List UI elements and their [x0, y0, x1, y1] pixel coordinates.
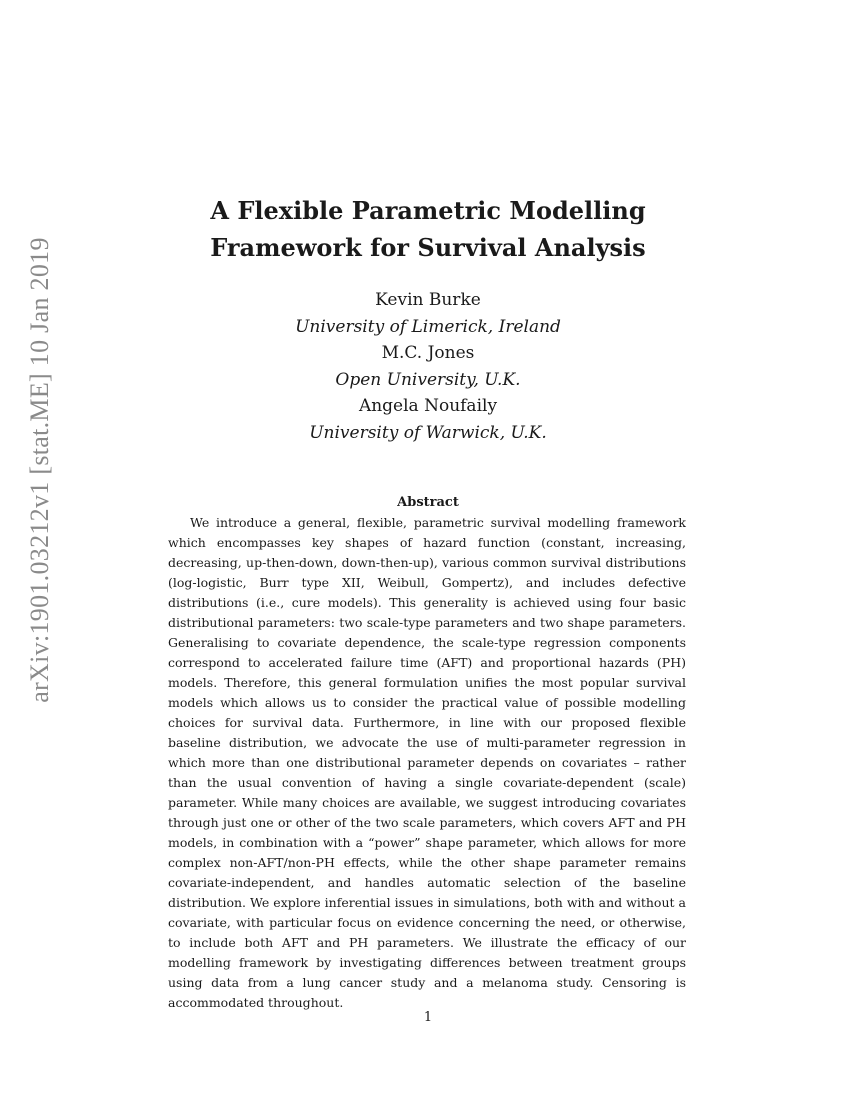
paper-title: [130, 192, 726, 266]
author-affiliation: University of Warwick, U.K.: [309, 422, 547, 443]
paper-title-line-1: A Flexible Parametric Modelling: [210, 196, 646, 225]
paper-title-line-2: Framework for Survival Analysis: [210, 233, 646, 262]
abstract-text: We introduce a general, flexible, parametric survival modelling framework which encompasses key shapes of hazard function (constant, increasing, decreasing, up-then-down, down-then-up), various common survival distributions (log-logistic, Burr type XII, Weibull, Gompertz), and includes defective distributions (i.e., cure models). This generality is achieved using four basic distributional parameters: two scale-type parameters and two shape parameters. Generalising to covariate dependence, the scale-type regression components correspond to accelerated failure time (AFT) and proportional hazards (PH) models. Therefore, this general formulation unifies the most popular survival models which allows us to consider the practical value of possible modelling choices for survival data. Furthermore, in line with our proposed flexible baseline distribution, we advocate the use of multi-parameter regression in which more than one distributional parameter depends on covariates – rather than the usual convention of having a single covariate-dependent (scale) parameter. While many choices are available, we suggest introducing covariates through just one or other of the two scale parameters, which covers AFT and PH models, in combination with a “power” shape parameter, which allows for more complex non-AFT/non-PH effects, while the other shape parameter remains covariate-independent, and handles automatic selection of the baseline distribution. We explore inferential issues in simulations, both with and without a covariate, with particular focus on evidence concerning the need, or otherwise, to include both AFT and PH parameters. We illustrate the efficacy of our modelling framework by investigating differences between treatment groups using data from a lung cancer study and a melanoma study. Censoring is accommodated throughout.: [168, 515, 686, 1010]
author-affiliation: University of Limerick, Ireland: [295, 316, 561, 337]
arxiv-identifier-stamp: arXiv:1901.03212v1 [stat.ME] 10 Jan 2019: [25, 237, 54, 703]
abstract-heading: Abstract: [397, 495, 459, 510]
author-name: M.C. Jones: [381, 343, 475, 363]
author-name: Kevin Burke: [375, 290, 481, 310]
page-number: 1: [423, 1010, 433, 1025]
author-name: Angela Noufaily: [358, 396, 498, 416]
author-block: [160, 287, 696, 446]
author-affiliation: Open University, U.K.: [335, 369, 521, 390]
